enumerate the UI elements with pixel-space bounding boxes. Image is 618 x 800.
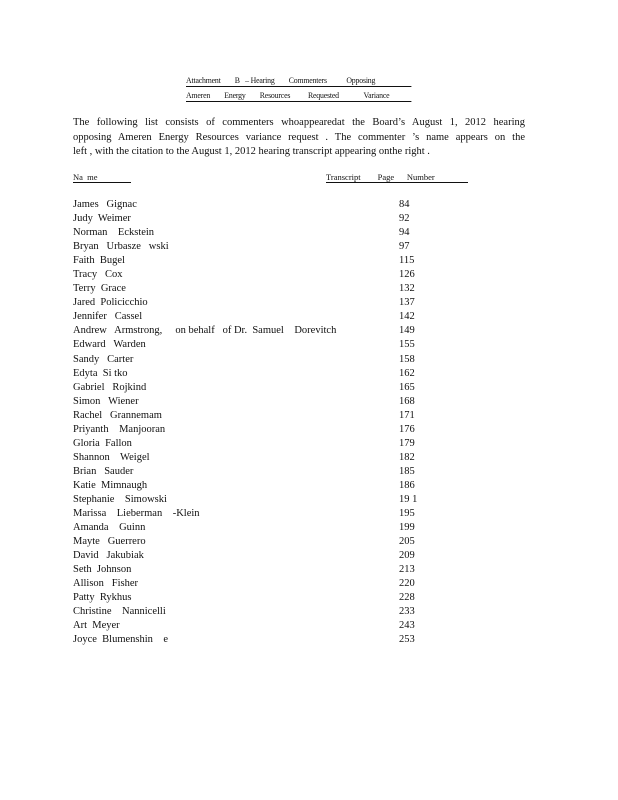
commenter-name: Christine Nannicelli: [73, 606, 166, 618]
transcript-page: 97: [399, 241, 410, 253]
transcript-page: 142: [399, 311, 415, 323]
list-item: [73, 226, 473, 240]
commenter-name: Gabriel Rojkind: [73, 381, 147, 393]
transcript-page: 176: [399, 423, 415, 435]
list-item: [73, 409, 473, 423]
commenter-name: Shannon Weigel: [73, 451, 150, 463]
list-item: [73, 465, 473, 479]
list-item: [73, 353, 473, 367]
transcript-page: 94: [399, 227, 410, 239]
list-item: [73, 479, 473, 493]
commenter-name: Edward Warden: [73, 339, 146, 351]
list-item: [73, 282, 473, 296]
transcript-page: 182: [399, 451, 415, 463]
commenter-name: Terry Grace: [73, 283, 126, 295]
transcript-page: 126: [399, 269, 415, 281]
list-item: [73, 198, 473, 212]
commenter-name: Priyanth Manjooran: [73, 423, 166, 435]
transcript-page: 137: [399, 297, 415, 309]
commenter-name: Allison Fisher: [73, 578, 139, 590]
commenter-name: Sandy Carter: [73, 353, 134, 365]
list-item: [73, 240, 473, 254]
list-item: [73, 268, 473, 282]
list-item: [73, 451, 473, 465]
commenter-list: [73, 198, 473, 648]
list-item: [73, 549, 473, 563]
transcript-page: 84: [399, 199, 410, 210]
transcript-page: 213: [399, 564, 415, 576]
list-item: [73, 535, 473, 549]
commenter-name: Bryan Urbasze wski: [73, 241, 169, 253]
commenter-name: Brian Sauder: [73, 465, 134, 477]
list-item: [73, 563, 473, 577]
transcript-page: 205: [399, 536, 415, 548]
list-item: [73, 507, 473, 521]
commenter-name: Tracy Cox: [73, 269, 123, 281]
commenter-name: James Gignac: [73, 199, 137, 210]
list-item: [73, 591, 473, 605]
column-header-transcript-page: Transcript Page Number: [326, 172, 468, 183]
commenter-name: Seth Johnson: [73, 564, 132, 576]
list-item: [73, 381, 473, 395]
list-item: [73, 367, 473, 381]
commenter-name: Katie Mimnaugh: [73, 479, 148, 491]
transcript-page: 243: [399, 620, 415, 632]
transcript-page: 179: [399, 437, 415, 449]
transcript-page: 228: [399, 592, 415, 604]
intro-paragraph: [73, 116, 525, 160]
commenter-name: Jared Policicchio: [73, 297, 148, 309]
transcript-page: 195: [399, 508, 415, 520]
transcript-page: 199: [399, 522, 415, 534]
intro-line-2: opposing Ameren Energy Resources variance request . The commenter ’s name appears on the: [73, 131, 525, 143]
column-header-name: Na me: [73, 172, 131, 183]
list-item: [73, 338, 473, 352]
transcript-page: 253: [399, 634, 415, 646]
title-line-1: Attachment B – Hearing Commenters Opposing: [186, 75, 411, 87]
commenter-name: David Jakubiak: [73, 550, 144, 562]
transcript-page: 92: [399, 213, 410, 225]
list-item: [73, 577, 473, 591]
list-item: [73, 605, 473, 619]
commenter-name: Amanda Guinn: [73, 522, 146, 534]
transcript-page: 186: [399, 479, 415, 491]
list-item: [73, 324, 473, 338]
transcript-page: 155: [399, 339, 415, 351]
list-item: [73, 619, 473, 633]
list-item: [73, 310, 473, 324]
commenter-name: Rachel Grannemam: [73, 409, 162, 421]
list-item: [73, 296, 473, 310]
list-item: [73, 437, 473, 451]
transcript-page: 19 1: [399, 493, 418, 505]
commenter-name: Joyce Blumenshin e: [73, 634, 169, 646]
transcript-page: 132: [399, 283, 415, 295]
intro-line-3: left , with the citation to the August 1, 2012 hearing transcript appearing onthe right .: [73, 146, 430, 157]
list-item: [73, 254, 473, 268]
list-item: [73, 212, 473, 226]
transcript-page: 165: [399, 381, 415, 393]
list-item: [73, 423, 473, 437]
transcript-page: 185: [399, 465, 415, 477]
commenter-name: Mayte Guerrero: [73, 536, 146, 548]
commenter-name: Faith Bugel: [73, 255, 125, 267]
transcript-page: 233: [399, 606, 415, 618]
commenter-name: Andrew Armstrong, on behalf of Dr. Samuel Dorevitch: [73, 325, 337, 337]
commenter-name: Gloria Fallon: [73, 437, 132, 449]
commenter-name: Jennifer Cassel: [73, 311, 143, 323]
commenter-name: Marissa Lieberman -Klein: [73, 508, 200, 520]
list-item: [73, 521, 473, 535]
list-item: [73, 493, 473, 507]
list-item: [73, 633, 473, 647]
commenter-name: Edyta Si tko: [73, 367, 128, 379]
transcript-page: 220: [399, 578, 415, 590]
transcript-page: 168: [399, 395, 415, 407]
commenter-name: Norman Eckstein: [73, 227, 155, 239]
commenter-name: Judy Weimer: [73, 213, 131, 225]
transcript-page: 149: [399, 325, 415, 337]
transcript-page: 158: [399, 353, 415, 365]
commenter-name: Patty Rykhus: [73, 592, 132, 604]
title-line-2: Ameren Energy Resources Requested Variance: [186, 90, 411, 102]
intro-line-1: The following list consists of commenters whoappearedat the Board’s August 1, 2012 hearing: [73, 117, 525, 128]
transcript-page: 162: [399, 367, 415, 379]
transcript-page: 209: [399, 550, 415, 562]
commenter-name: Stephanie Simowski: [73, 493, 167, 505]
transcript-page: 171: [399, 409, 415, 421]
transcript-page: 115: [399, 255, 415, 267]
commenter-name: Art Meyer: [73, 620, 120, 632]
commenter-name: Simon Wiener: [73, 395, 139, 407]
list-item: [73, 395, 473, 409]
